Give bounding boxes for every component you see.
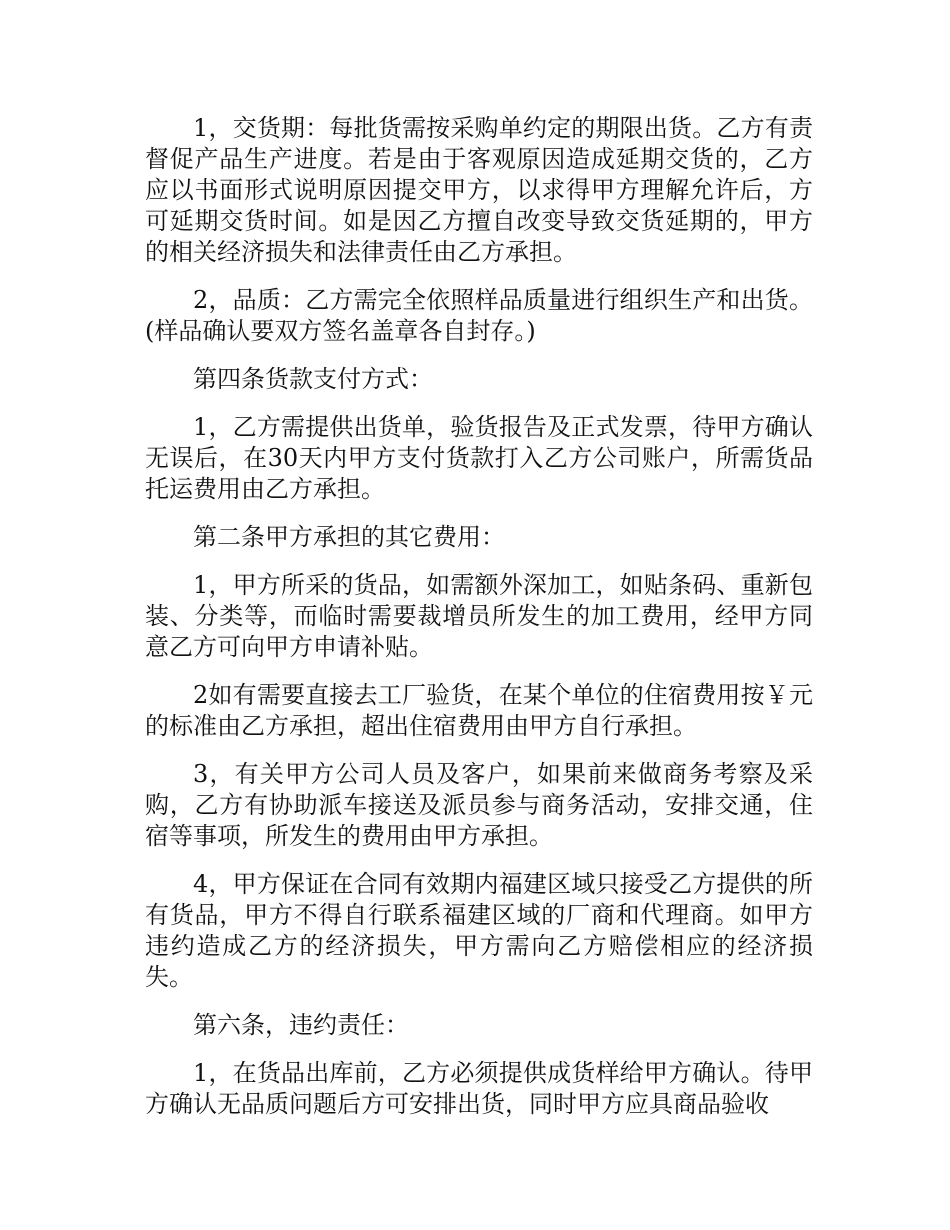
paragraph-sample-confirmation: 1，在货品出库前，乙方必须提供成货样给甲方确认。待甲方确认无品质问题后方可安排出货，同时甲方应具商品验收 (145, 1059, 813, 1118)
paragraph-accommodation: 2如有需要直接去工厂验货，在某个单位的住宿费用按￥元的标准由乙方承担，超出住宿费用由甲方自行承担。 (145, 681, 813, 740)
heading-article-two: 第二条甲方承担的其它费用： (193, 523, 505, 551)
paragraph-exclusivity: 4，甲方保证在合同有效期内福建区域只接受乙方提供的所有货品，甲方不得自行联系福建区域的厂商和代理商。如甲方违约造成乙方的经济损失，甲方需向乙方赔偿相应的经济损失。 (145, 870, 813, 991)
heading-article-six: 第六条，违约责任： (193, 1011, 409, 1039)
paragraph-processing-fee: 1，甲方所采的货品，如需额外深加工，如贴条码、重新包装、分类等，而临时需要裁增员所发生的加工费用，经甲方同意乙方可向甲方申请补贴。 (145, 571, 813, 661)
document-body (145, 113, 813, 1137)
paragraph-delivery-period: 1，交货期：每批货需按采购单约定的期限出货。乙方有责督促产品生产进度。若是由于客观原因造成延期交货的，乙方应以书面形式说明原因提交甲方，以求得甲方理解允许后，方可延期交货时间。如是因乙方擅自改变导致交货延期的，甲方的相关经济损失和法律责任由乙方承担。 (145, 114, 813, 266)
paragraph-payment: 1，乙方需提供出货单，验货报告及正式发票，待甲方确认无误后，在30天内甲方支付货款打入乙方公司账户，所需货品托运费用由乙方承担。 (145, 413, 813, 503)
paragraph-quality: 2，品质：乙方需完全依照样品质量进行组织生产和出货。(样品确认要双方签名盖章各自封存。) (145, 286, 813, 345)
paragraph-business-visit: 3，有关甲方公司人员及客户，如果前来做商务考察及采购，乙方有协助派车接送及派员参与商务活动，安排交通，住宿等事项，所发生的费用由甲方承担。 (145, 760, 813, 850)
heading-article-four: 第四条货款支付方式： (193, 365, 433, 393)
